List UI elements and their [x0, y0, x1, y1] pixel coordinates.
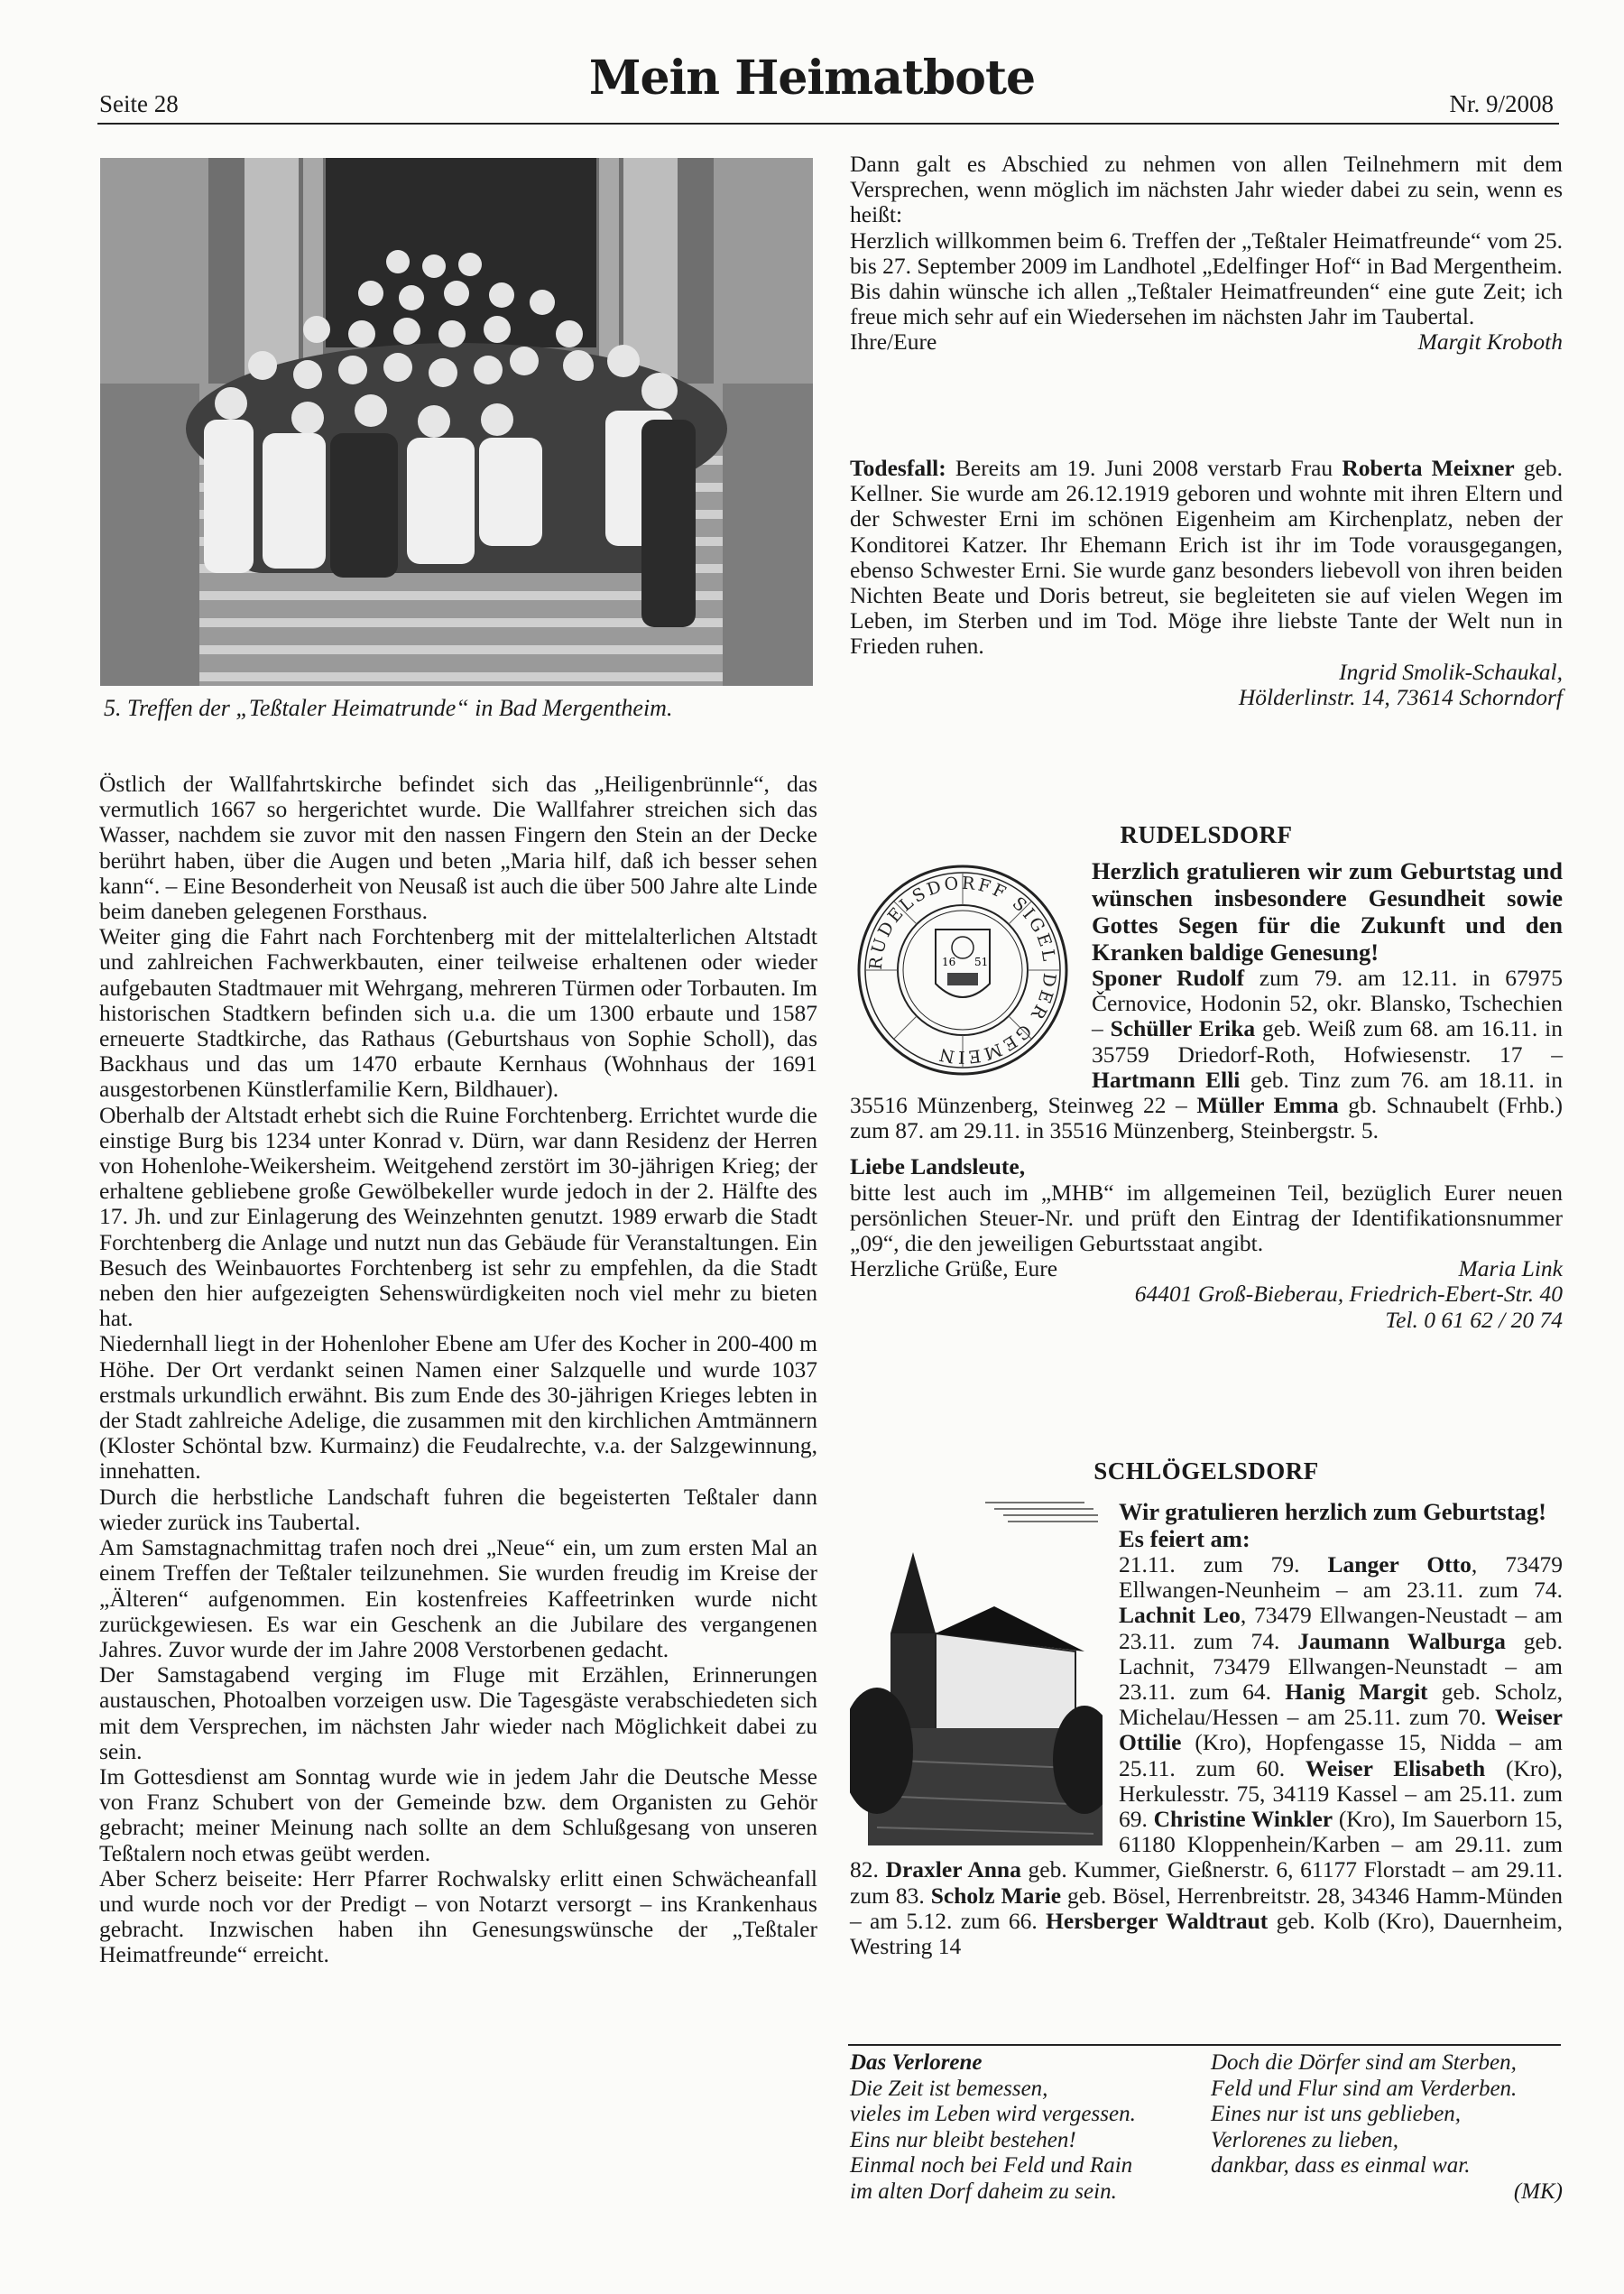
schloegelsdorf-lead: Wir gratulieren herzlich zum Geburtstag! — [1119, 1498, 1546, 1525]
schloegelsdorf-heading: SCHLÖGELSDORF — [1093, 1457, 1319, 1485]
paragraph: Durch die herbstliche Landschaft fuhren die begeisterten Teßtaler dann wieder zurück ins Taubertal. — [99, 1483, 817, 1535]
person-name: Draxler Anna — [885, 1856, 1021, 1883]
signature-line — [850, 1256, 1563, 1281]
author-name: Margit Kroboth — [1417, 328, 1563, 356]
photo-caption: 5. Treffen der „Teßtaler Heimatrunde“ in Bad Mergentheim. — [104, 695, 673, 721]
town-seal-icon — [850, 857, 1075, 1083]
paragraph: Dann galt es Abschied zu nehmen von allen Teilnehmern mit dem Versprechen, wenn möglich im nächsten Jahr wieder dabei zu sein, wenn es heißt: — [850, 151, 1563, 228]
poem-line: Verlorenes zu lieben, — [1211, 2127, 1399, 2152]
rudelsdorf-heading: RUDELSDORF — [1120, 821, 1293, 848]
seal-year-right: 51 — [974, 956, 989, 968]
poem-line: Einmal noch bei Feld und Rain — [850, 2153, 1133, 2178]
person-details: (Kro), Hopfengasse 15, Nidda – am 25.11. zum 60. — [1119, 1729, 1563, 1781]
landsleute-title: Liebe Landsleute, — [850, 1153, 1026, 1180]
masthead-title: Mein Heimatbote — [588, 51, 1036, 106]
person-name: Scholz Marie — [930, 1882, 1062, 1909]
person-details: gb. Schnaubelt (Frhb.) zum 87. am 29.11. in 35516 Münzenberg, Steinbergstr. 5. — [850, 1092, 1563, 1144]
church-illustration-icon — [850, 1498, 1103, 1845]
person-details: geb. Kolb (Kro), Dauernheim, Westring 14 — [850, 1907, 1563, 1960]
paragraph: Der Samstagabend verging im Fluge mit Erzählen, Erinnerungen austauschen, Photoalben vorzeigen usw. Die Tagesgäste verabschiedeten sich mit dem Versprechen, im nächsten Jahr wieder nach Möglichkeit dabei zu sein. — [99, 1661, 817, 1764]
paragraph: Oberhalb der Altstadt erhebt sich die Ruine Forchtenberg. Errichtet wurde die einstige Burg bis 1234 unter Konrad v. Dürn, war dann Residenz der Herren von Hohenlohe-Weikersheim. Weitgehend zerstört im 30-jährigen Krieg; der erhaltene gebliebene große Gewölbekeller wurde jedoch in der 2. Hälfte des 17. Jh. und zur Einlagerung des Weinzehnten genutzt. 1989 erwarb die Stadt Forchtenberg die Anlage und nutzt nun das Gebäude für Veranstaltungen. Ein Besuch des Weinbauortes Forchtenberg ist sehr zu empfehlen, da die Stadt neben den hier aufgezeigten Sehenswürdigkeiten noch viel mehr zu bieten hat. — [99, 1101, 817, 1332]
issue-number: Nr. 9/2008 — [1449, 90, 1554, 117]
person-details: geb. Scholz, Michelau/Hessen – am 25.11. zum 70. — [1119, 1679, 1563, 1731]
paragraph: Im Gottesdienst am Sonntag wurde wie in jedem Jahr die Deutsche Messe von Franz Schubert von der Gemeinde bzw. dem Organisten zu Gehör gebracht; meiner Meinung nach sollte an dem Schlußgesang von unseren Teßtalern noch etwas geübt werden. — [99, 1762, 817, 1866]
poem-line: Die Zeit ist bemessen, — [850, 2076, 1048, 2101]
schloegelsdorf-lead2: Es feiert am: — [1119, 1525, 1250, 1552]
person-details: geb. Bösel, Herrenbreitstr. 28, 34346 Hamm-Münden – am 5.12. zum 66. — [850, 1882, 1564, 1934]
poem-line: im alten Dorf daheim zu sein. — [850, 2178, 1117, 2204]
poem-left — [850, 2050, 1211, 2206]
paragraph: Weiter ging die Fahrt nach Forchtenberg mit der mittelalterlichen Altstadt und zahlreichen Fachwerkbauten, einer teilweise erhaltenen oder wieder aufgebauten Stadtmauer mit Wehrgang, mehreren Türmen oder Torbauten. Im historischen Stadtkern befinden sich u.a. die um 1300 erbaute und 1587 erneuerte Stadtkirche, das Rathaus (Geburtshaus von Sophie Scholl), das Backhaus und das um 1470 erbaute Kernhaus (Wohnhaus der 1691 ausgestorbenen Künstlerfamilie Kern, Bildhauer). — [99, 923, 817, 1103]
poem-line: Eins nur bleibt bestehen! — [850, 2127, 1076, 2152]
person-details: geb. Kummer, Gießnerstr. 6, 61177 Florstadt – am 29.11. zum 83. — [850, 1856, 1564, 1909]
obituary-signature: Ingrid Smolik-Schaukal, — [1339, 658, 1563, 685]
left-column — [99, 772, 817, 1968]
author-name: Maria Link — [1458, 1255, 1563, 1282]
poem-right — [1211, 2050, 1563, 2206]
person-name: Müller Emma — [1196, 1092, 1339, 1119]
farewell-section — [850, 152, 1563, 356]
person-name: Jaumann Walburga — [1297, 1627, 1506, 1654]
signature-line — [850, 329, 1563, 355]
person-details: geb. Tinz zum 76. am 18.11. in 35516 Münzenberg, Steinweg 22 – — [850, 1066, 1563, 1119]
poem-title: Das Verlorene — [850, 2050, 983, 2075]
group-photo-image — [100, 158, 813, 686]
closing: Ihre/Eure — [850, 328, 937, 356]
poem-line: Eines nur ist uns geblieben, — [1211, 2102, 1462, 2127]
obituary-label: Todesfall: — [850, 455, 946, 481]
person-details: , 73479 Ellwangen-Neustadt – am 23.11. zum 74. — [1119, 1602, 1564, 1654]
rudelsdorf-section — [850, 857, 1563, 1333]
deceased-name: Roberta Meixner — [1342, 455, 1515, 481]
page-number: Seite 28 — [99, 90, 179, 117]
person-name: Hersberger Waldtraut — [1046, 1907, 1269, 1934]
group-photo — [100, 158, 813, 686]
greeting: Herzliche Grüße, Eure — [850, 1255, 1058, 1282]
person-name: Langer Otto — [1327, 1551, 1472, 1577]
paragraph: Bis dahin wünsche ich allen „Teßtaler Heimatfreunden“ eine gute Zeit; ich freue mich sehr auf ein Wiedersehen im nächsten Jahr im Taubertal. — [850, 278, 1563, 330]
paragraph: Am Samstagnachmittag trafen noch drei „Neue“ ein, um zum ersten Mal an einem Treffen der Teßtaler teilzunehmen. Sie wurden freudig im Kreise der „Älteren“ aufgenommen. Ein kostenfreies Kaffeetrinken wurde nicht zurückgewiesen. Es war ein Geschenk an die Jubilare des vergangenen Jahres. Zuvor wurde der im Jahre 2008 Verstorbenen gedacht. — [99, 1534, 817, 1662]
schloegelsdorf-section — [850, 1498, 1563, 1959]
paragraph: Aber Scherz beiseite: Herr Pfarrer Rochwalsky erlitt einen Schwächeanfall und wurde noch vor der Predigt – von Notarzt versorgt – ins Krankenhaus gebracht. Inzwischen haben ihn Genesungswünsche der „Teßtaler Heimatfreunde“ erreicht. — [99, 1864, 817, 1968]
poem-line: dankbar, dass es einmal war. — [1211, 2153, 1471, 2178]
poem-line: vieles im Leben wird vergessen. — [850, 2102, 1136, 2127]
obituary-section — [850, 456, 1563, 710]
person-details: geb. Lachnit, 73479 Ellwangen-Neunstadt – am 23.11. zum 64. — [1119, 1627, 1563, 1706]
poem-author: (MK) — [1513, 2178, 1563, 2204]
person-details: geb. Weiß zum 68. am 16.11. in 35759 Driedorf-Roth, Hofwiesenstr. 17 – — [1092, 1015, 1564, 1068]
author-phone: Tel. 0 61 62 / 20 74 — [1385, 1306, 1563, 1333]
seal-year-left: 16 — [942, 956, 956, 968]
person-name: Hanig Margit — [1285, 1679, 1428, 1706]
person-name: Sponer Rudolf — [1092, 965, 1245, 991]
person-details: 21.11. zum 79. — [1119, 1551, 1328, 1577]
person-name: Weiser Ottilie — [1119, 1704, 1563, 1756]
person-name: Lachnit Leo — [1119, 1602, 1241, 1629]
paragraph: Östlich der Wallfahrtskirche befindet sich das „Heiligenbrünnle“, das vermutlich 1667 so hergerichtet wurde. Die Wallfahrer streichen sich das Wasser, nachdem sie zuvor mit den nassen Fingern den Stein an der Decke berührt haben, über die Augen und beten „Maria hilf, daß ich besser sehen kann“. – Eine Besonderheit von Neusaß ist auch die über 500 Jahre alte Linde beim daneben gelegenen Forsthaus. — [99, 771, 817, 925]
person-name: Weiser Elisabeth — [1305, 1754, 1486, 1781]
person-details: (Kro), Herkulesstr. 75, 34119 Kassel – am 25.11. zum 69. — [1119, 1754, 1563, 1833]
paragraph: Herzlich willkommen beim 6. Treffen der „Teßtaler Heimatfreunde“ vom 25. bis 27. September 2009 im Landhotel „Edelfinger Hof“ in Bad Mergentheim. — [850, 227, 1563, 279]
person-details: , 73479 Ellwangen-Neunheim – am 23.11. zum 74. — [1119, 1551, 1563, 1604]
paragraph: Niedernhall liegt in der Hohenloher Ebene am Ufer des Kocher in 200-400 m Höhe. Der Ort verdankt seinen Namen einer Salzquelle und wurde 1037 erstmals urkundlich erwähnt. Bis zum Ende des 30-jährigen Krieges lebten in der Stadt zahlreiche Adelige, die zusammen mit den kirchlichen Amtmännern (Kloster Schöntal bzw. Kurmainz) die Feudalrechte, v.a. der Salzgewinnung, innehatten. — [99, 1330, 817, 1485]
poem-line: Feld und Flur sind am Verderben. — [1211, 2076, 1518, 2101]
person-name: Schüller Erika — [1110, 1015, 1256, 1042]
header-rule — [97, 123, 1559, 125]
poem-rule — [848, 2044, 1561, 2046]
person-details: zum 79. am 12.11. in 67975 Černovice, Hodonin 52, okr. Blansko, Tschechien – — [1092, 965, 1563, 1042]
obituary-text: geb. Kellner. Sie wurde am 26.12.1919 geboren und wohnte mit ihren Eltern und der Schwester Erni im schönen Eigenheim am Kirchenplatz, neben der Konditorei Katzer. Ihr Ehemann Erich ist ihr im Tode vorausgegangen, ebenso Schwester Erni. Sie wurde ganz besonders liebevoll von ihren beiden Nichten Beate und Doris betreut, sie begleiteten sie auf vielen Wegen im Leben, im Sterben und im Tod. Möge ihre liebste Tante der Welt nun in Frieden ruhen. — [850, 455, 1564, 660]
obituary-text: Bereits am 19. Juni 2008 verstarb Frau — [946, 455, 1343, 481]
seal-text: RUDELSDORFF SIGEL DER GEMEIN — [865, 873, 1060, 1068]
person-name: Christine Winkler — [1153, 1806, 1333, 1833]
rudelsdorf-lead: Herzlich gratulieren wir zum Geburtstag und wünschen insbesondere Gesundheit sowie Gottes Segen für die Zukunft und den Kranken baldige Genesung! — [1092, 857, 1563, 966]
person-details: (Kro), Im Sauerborn 15, 61180 Kloppenhein/Karben – am 29.11. zum 82. — [850, 1806, 1564, 1883]
landsleute-text: bitte lest auch im „MHB“ im allgemeinen Teil, bezüglich Eurer neuen persönlichen Steuer-Nr. und prüft den Eintrag der Identifikationsnummer „09“, die den jeweiligen Geburtsstaat angibt. — [850, 1179, 1563, 1257]
poem-line: Doch die Dörfer sind am Sterben, — [1211, 2050, 1517, 2075]
obituary-address: Hölderlinstr. 14, 73614 Schorndorf — [1238, 683, 1563, 710]
author-address: 64401 Groß-Bieberau, Friedrich-Ebert-Str. 40 — [1134, 1281, 1563, 1308]
person-name: Hartmann Elli — [1092, 1066, 1241, 1093]
